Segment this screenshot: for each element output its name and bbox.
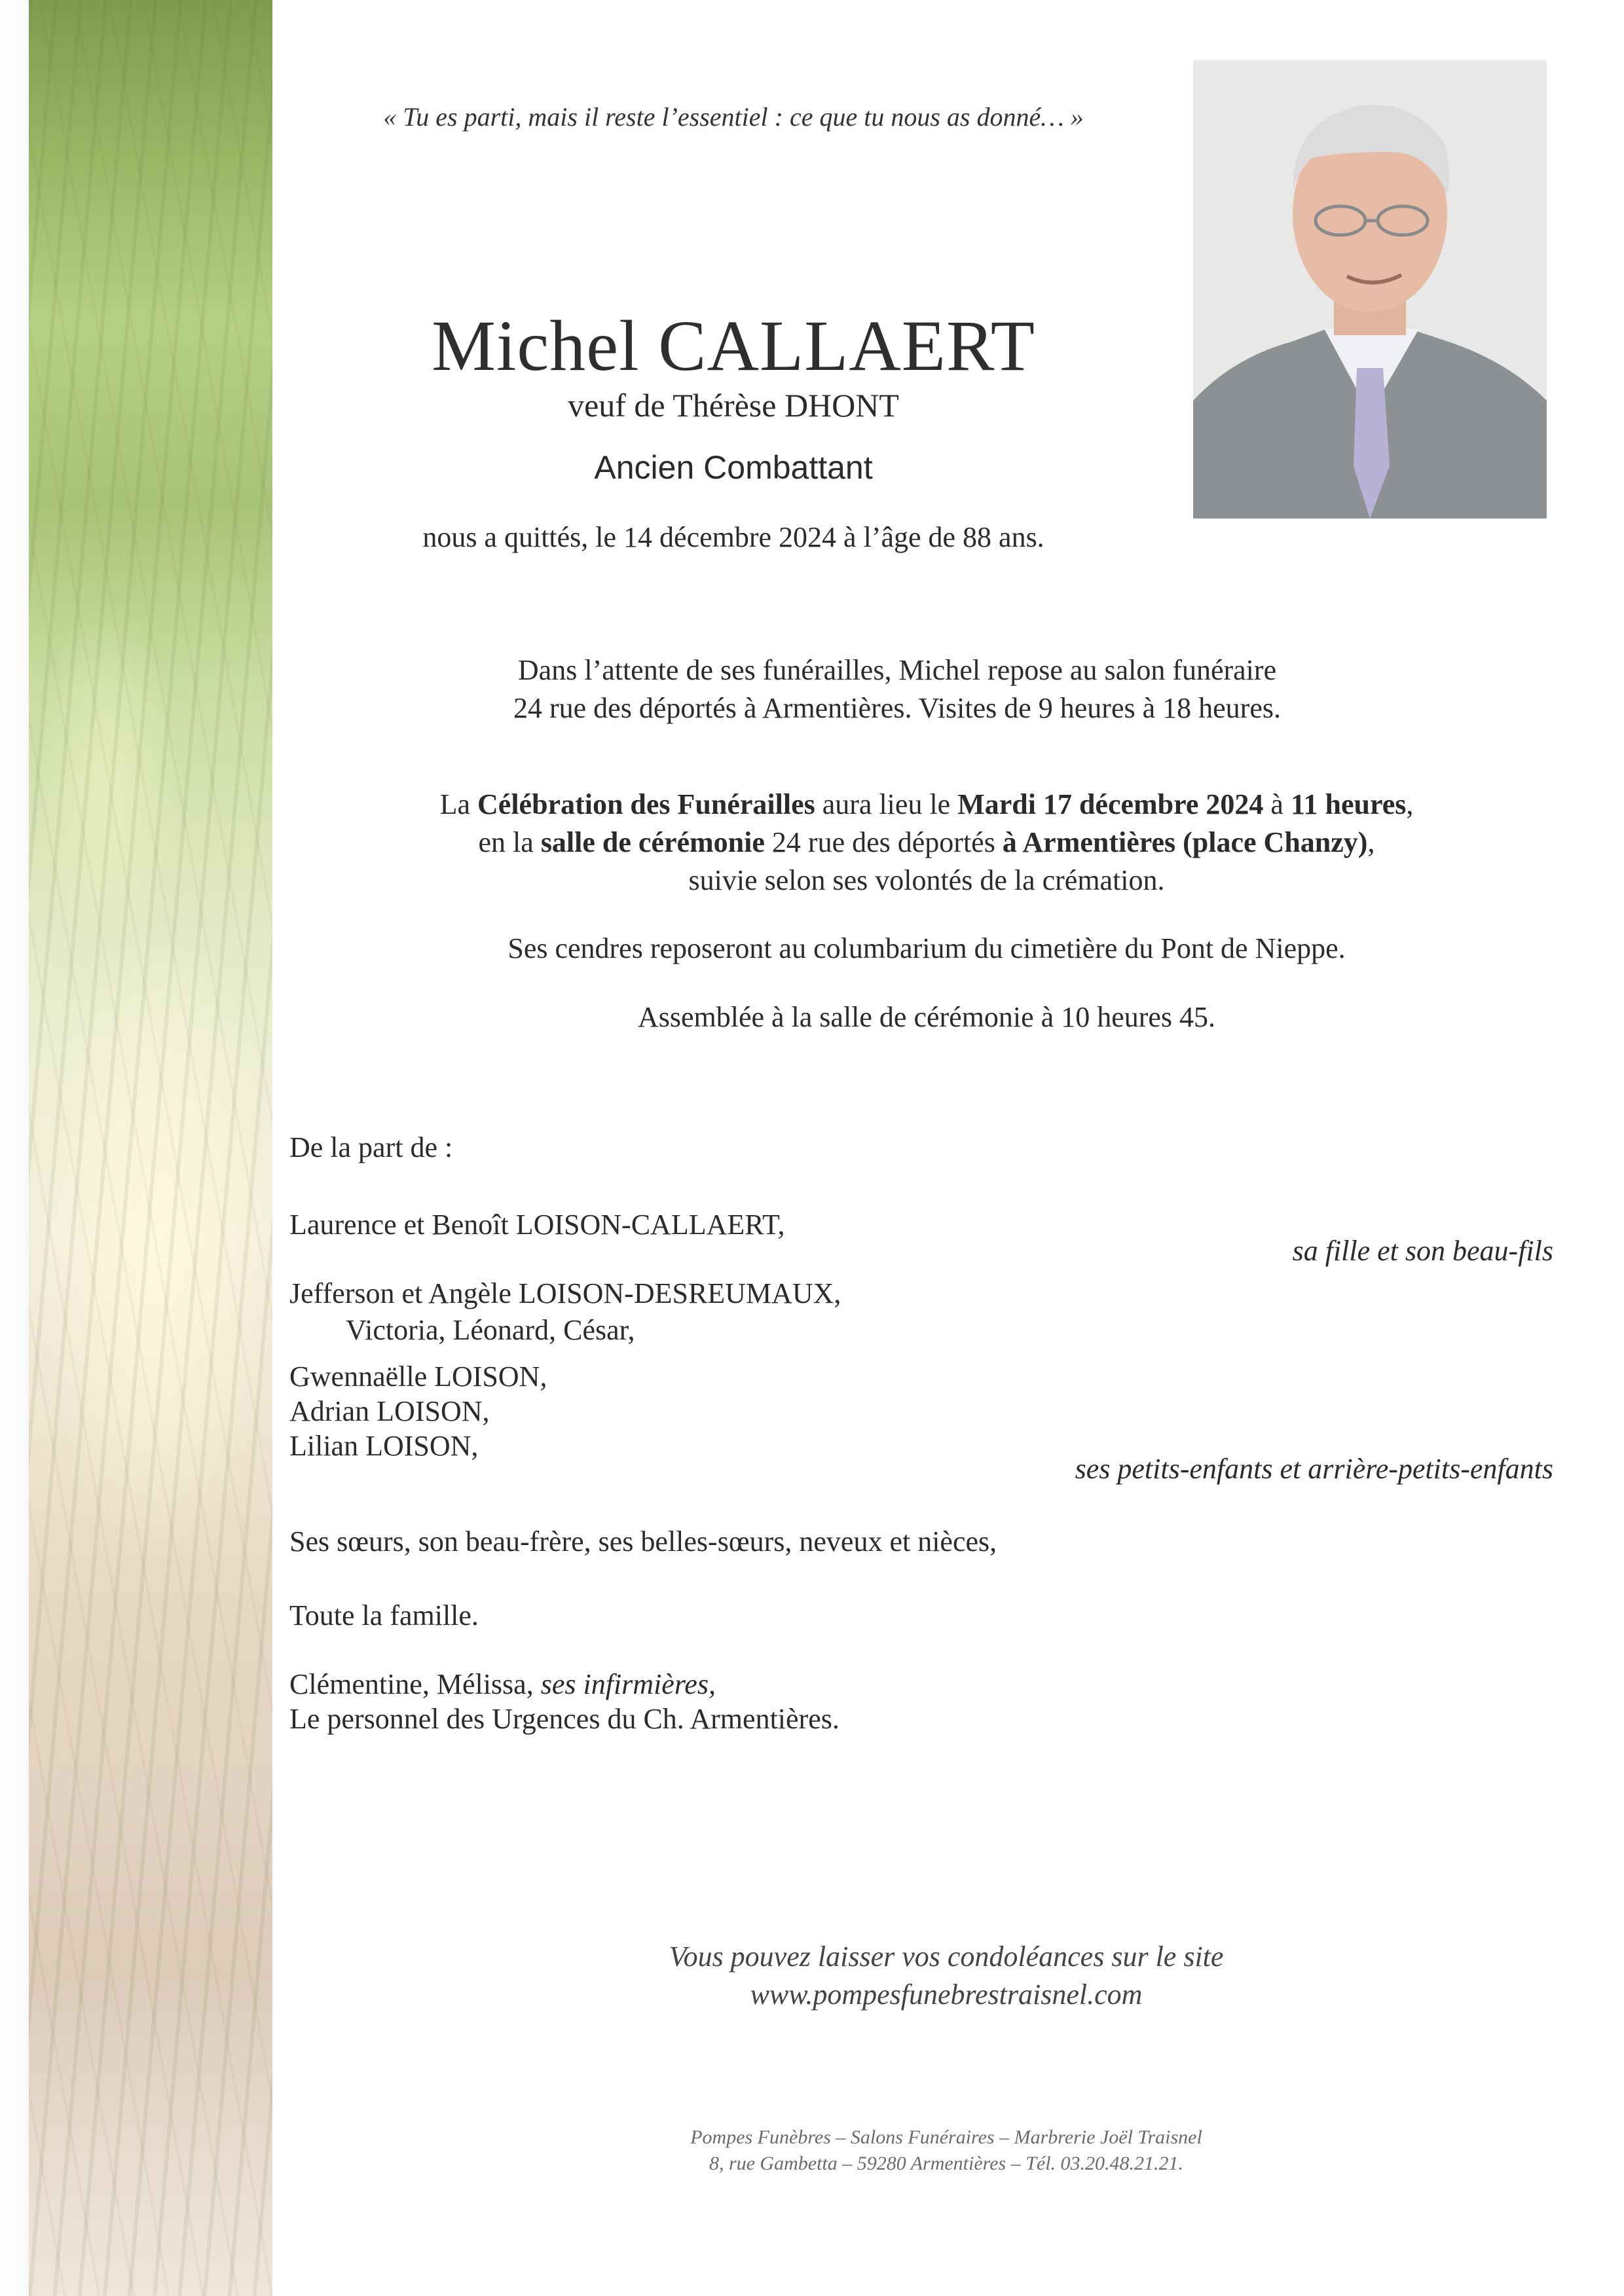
wake-paragraph — [308, 651, 1486, 727]
assembly-line: Assemblée à la salle de cérémonie à 10 heures 45. — [637, 1001, 1216, 1033]
wake-line-2: 24 rue des déportés à Armentières. Visites de 9 heures à 18 heures. — [513, 692, 1281, 724]
family-grandson-couple: Jefferson et Angèle LOISON-DESREUMAUX, — [289, 1277, 841, 1309]
honorary-title: Ancien Combattant — [594, 449, 873, 486]
wake-line-1: Dans l’attente de ses funérailles, Michel repose au salon funéraire — [517, 654, 1277, 686]
family-nurses: Clémentine, Mélissa, ses infirmières, — [289, 1668, 716, 1700]
ceremony-line-1: La Célébration des Funérailles aura lieu le Mardi 17 décembre 2024 à 11 heures, — [439, 788, 1414, 820]
ceremony-paragraph — [308, 786, 1545, 900]
widow-of-line: veuf de Thérèse DHONT — [568, 387, 899, 424]
condolences-text: Vous pouvez laisser vos condoléances sur le site — [669, 1941, 1224, 1973]
from-label: De la part de : — [289, 1131, 453, 1163]
family-grandchild-3: Lilian LOISON, — [289, 1430, 479, 1462]
funeral-home-footer — [341, 2124, 1552, 2177]
condolences-website-link[interactable]: www.pompesfunebrestraisnel.com — [750, 1978, 1143, 2011]
family-daughter: Laurence et Benoît LOISON-CALLAERT, — [289, 1209, 785, 1241]
footer-address: 8, rue Gambetta – 59280 Armentières – Tél. 03.20.48.21.21. — [709, 2153, 1184, 2174]
epigraph-quote: « Tu es parti, mais il reste l’essentiel : ce que tu nous as donné… » — [383, 102, 1084, 132]
family-great-grandchildren: Victoria, Léonard, César, — [346, 1314, 635, 1346]
daughter-relation: sa fille et son beau-fils — [1292, 1235, 1553, 1267]
condolences-note — [341, 1938, 1552, 2014]
grandchildren-relation: ses petits-enfants et arrière-petits-enfants — [1075, 1453, 1553, 1485]
family-all: Toute la famille. — [289, 1599, 479, 1631]
forest-decorative-strip — [29, 0, 272, 2296]
family-hospital-staff: Le personnel des Urgences du Ch. Armentières. — [289, 1703, 840, 1735]
ceremony-line-2: en la salle de cérémonie 24 rue des déportés à Armentières (place Chanzy), — [478, 826, 1375, 858]
deceased-name: Michel CALLAERT — [432, 306, 1035, 386]
portrait-photo — [1193, 60, 1547, 519]
family-siblings: Ses sœurs, son beau-frère, ses belles-sœurs, neveux et nièces, — [289, 1525, 997, 1558]
death-announcement: nous a quittés, le 14 décembre 2024 à l’âge de 88 ans. — [422, 521, 1044, 553]
page-left-margin — [0, 0, 29, 2296]
family-grandchild-2: Adrian LOISON, — [289, 1395, 490, 1427]
footer-company: Pompes Funèbres – Salons Funéraires – Marbrerie Joël Traisnel — [690, 2126, 1202, 2148]
ceremony-line-3: suivie selon ses volontés de la crémation. — [688, 864, 1165, 896]
ashes-line: Ses cendres reposeront au columbarium du cimetière du Pont de Nieppe. — [507, 932, 1346, 964]
family-grandchild-1: Gwennaëlle LOISON, — [289, 1360, 547, 1393]
